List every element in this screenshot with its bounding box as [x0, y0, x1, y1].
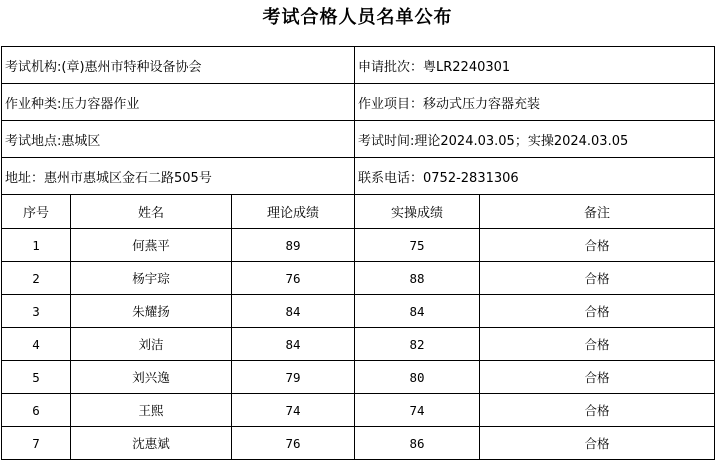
- institution-cell: 考试机构:(章)惠州市特种设备协会: [2, 47, 355, 84]
- row-practical-score: 86: [355, 427, 480, 460]
- header-name: 姓名: [71, 195, 232, 229]
- row-remark: 合格: [480, 361, 715, 394]
- exam-time-cell: 考试时间:理论2024.03.05；实操2024.03.05: [355, 121, 715, 158]
- table-row: [2, 295, 715, 328]
- row-theory-score: 76: [232, 427, 355, 460]
- phone-cell: 联系电话：0752-2831306: [355, 158, 715, 195]
- row-theory-score: 89: [232, 229, 355, 262]
- row-name: 沈惠斌: [71, 427, 232, 460]
- info-row-3: [2, 121, 715, 158]
- row-practical-score: 82: [355, 328, 480, 361]
- row-name: 何燕平: [71, 229, 232, 262]
- row-name: 刘洁: [71, 328, 232, 361]
- table-row: [2, 394, 715, 427]
- row-name: 王熙: [71, 394, 232, 427]
- row-index: 3: [2, 295, 71, 328]
- info-row-2: [2, 84, 715, 121]
- info-row-4: [2, 158, 715, 195]
- header-remark: 备注: [480, 195, 715, 229]
- header-index: 序号: [2, 195, 71, 229]
- row-name: 刘兴逸: [71, 361, 232, 394]
- row-remark: 合格: [480, 229, 715, 262]
- job-item-cell: 作业项目：移动式压力容器充装: [355, 84, 715, 121]
- table-row: [2, 427, 715, 460]
- row-remark: 合格: [480, 262, 715, 295]
- address-cell: 地址：惠州市惠城区金石二路505号: [2, 158, 355, 195]
- row-theory-score: 84: [232, 295, 355, 328]
- row-remark: 合格: [480, 295, 715, 328]
- batch-cell: 申请批次：粤LR2240301: [355, 47, 715, 84]
- table-row: [2, 361, 715, 394]
- header-practical-score: 实操成绩: [355, 195, 480, 229]
- row-index: 7: [2, 427, 71, 460]
- exam-results-table: [1, 46, 715, 460]
- row-name: 朱耀扬: [71, 295, 232, 328]
- header-theory-score: 理论成绩: [232, 195, 355, 229]
- row-practical-score: 75: [355, 229, 480, 262]
- row-theory-score: 76: [232, 262, 355, 295]
- row-remark: 合格: [480, 328, 715, 361]
- table-row: [2, 262, 715, 295]
- row-index: 6: [2, 394, 71, 427]
- row-index: 1: [2, 229, 71, 262]
- table-row: [2, 229, 715, 262]
- table-row: [2, 328, 715, 361]
- row-theory-score: 74: [232, 394, 355, 427]
- row-practical-score: 88: [355, 262, 480, 295]
- row-practical-score: 84: [355, 295, 480, 328]
- table-header-row: [2, 195, 715, 229]
- page-title: 考试合格人员名单公布: [262, 7, 453, 28]
- row-name: 杨宇琮: [71, 262, 232, 295]
- row-index: 5: [2, 361, 71, 394]
- row-index: 2: [2, 262, 71, 295]
- row-index: 4: [2, 328, 71, 361]
- row-practical-score: 74: [355, 394, 480, 427]
- row-practical-score: 80: [355, 361, 480, 394]
- row-theory-score: 79: [232, 361, 355, 394]
- info-row-1: [2, 47, 715, 84]
- location-cell: 考试地点:惠城区: [2, 121, 355, 158]
- row-remark: 合格: [480, 427, 715, 460]
- row-theory-score: 84: [232, 328, 355, 361]
- row-remark: 合格: [480, 394, 715, 427]
- job-type-cell: 作业种类:压力容器作业: [2, 84, 355, 121]
